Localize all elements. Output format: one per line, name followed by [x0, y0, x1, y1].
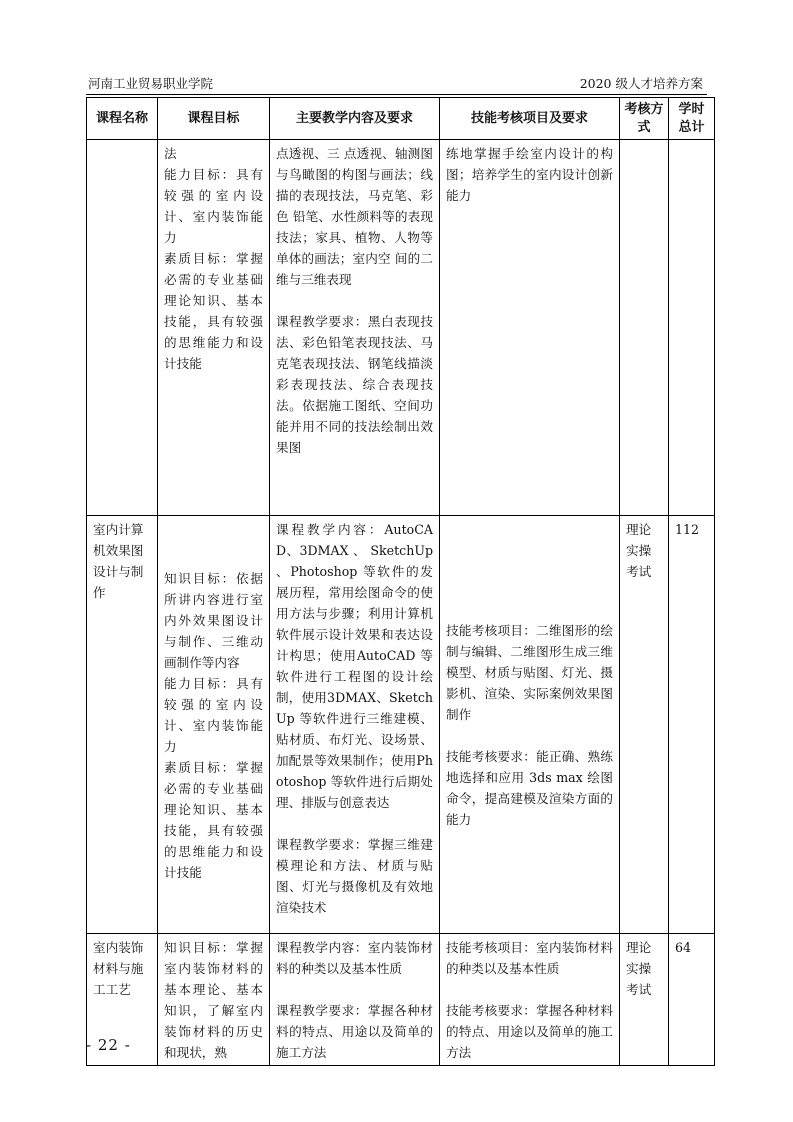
course-objective-cell [158, 516, 270, 934]
course-name-cell: 室内装饰材料与施工工艺 [87, 934, 158, 1066]
skill-assessment-cell [440, 140, 620, 516]
table-row [87, 934, 715, 1066]
content-text: 课程教学内容：室内装饰材料的种类以及基本性质 [276, 940, 433, 976]
header-exam-method: 考核方式 [620, 98, 669, 140]
teaching-content-cell [270, 934, 440, 1066]
table-header-row [87, 98, 715, 140]
course-name-cell: 室内计算机效果图设计与制作 [87, 516, 158, 934]
objective-text: 法 能力目标：具有较强的室内设计、室内装饰能力 素质目标：掌握必需的专业基础理论知识、基本技能，具有较强的思维能力和设计技能 [164, 146, 263, 371]
skill-text: 练地掌握手绘室内设计的构图；培养学生的室内设计创新能力 [446, 146, 613, 203]
teaching-content-cell [270, 140, 440, 516]
content-text: 课程教学内容：AutoCAD、3DMAX 、 SketchUp 、Photoshop 等软件的发展历程，常用绘图命令的使用方法与步骤；利用计算机软件展示设计效果和表达设计构思；使用AutoCAD 等软件进行工程图的设计绘制，使用3DMAX、SketchUp 等软件进行三维建模、贴材质、布灯光、设场景、加配景等效果制作；使用Photoshop 等软件进行后期处理、排版与创意表达 [276, 522, 433, 810]
skill-assessment-cell [440, 516, 620, 934]
table-row [87, 140, 715, 516]
hours-cell: 64 [669, 934, 715, 1066]
content-text: 点透视、三 点透视、轴测图与鸟瞰图的构图与画法；线描的表现技法，马克笔、彩色 铅笔、水性颜料等的表现技法；家具、植物、人物等单体的画法；室内空 间的二维与三维表现 [276, 146, 433, 287]
skill-text: 技能考核项目：二维图形的绘制与编辑、二维图形生成三维模型、材质与贴图、灯光、摄影机、渲染、实际案例效果图制作 [446, 623, 613, 722]
page-number: - 22 - [86, 1036, 131, 1054]
school-name: 河南工业贸易职业学院 [88, 76, 214, 91]
document-title: 2020 级人才培养方案 [579, 76, 703, 91]
content-requirement-text: 课程教学要求：掌握三维建模理论和方法、材质与贴图、灯光与摄像机及有效地渲染技术 [276, 837, 433, 915]
objective-text: 知识目标：依据所讲内容进行室内外效果图设计与制作、三维动画制作等内容 能力目标：具有较强的室内设计、室内装饰能力 素质目标：掌握必需的专业基础理论知识、基本技能，具有较强的思维能力和设计技能 [164, 570, 263, 880]
skill-assessment-cell [440, 934, 620, 1066]
table-row [87, 516, 715, 934]
header-course-name: 课程名称 [87, 98, 158, 140]
content-requirement-text: 课程教学要求：掌握各种材料的特点、用途以及简单的施工方法 [276, 1003, 433, 1060]
exam-method-cell: 理论 实操 考试 [620, 516, 669, 934]
skill-requirement-text: 技能考核要求：能正确、熟练地选择和应用 3ds max 绘图命令，提高建模及渲染方面的能力 [446, 749, 613, 827]
hours-cell: 112 [669, 516, 715, 934]
header-divider [86, 94, 707, 95]
header-total-hours: 学时总计 [669, 98, 715, 140]
course-name-cell [87, 140, 158, 516]
skill-requirement-text: 技能考核要求：掌握各种材料的特点、用途以及简单的施工方法 [446, 1003, 613, 1060]
teaching-content-cell [270, 516, 440, 934]
skill-text: 技能考核项目：室内装饰材料的种类以及基本性质 [446, 940, 613, 976]
objective-text: 知识目标：掌握室内装饰材料的基本理论、基本知识，了解室内装饰材料的历史和现状，熟 [164, 940, 263, 1060]
hours-cell [669, 140, 715, 516]
header-teaching-content: 主要教学内容及要求 [270, 98, 440, 140]
exam-method-cell: 理论 实操 考试 [620, 934, 669, 1066]
course-objective-cell [158, 140, 270, 516]
curriculum-table [86, 97, 715, 1066]
content-requirement-text: 课程教学要求：黑白表现技法、彩色铅笔表现技法、马克笔表现技法、钢笔线描淡彩表现技法、综合表现技法。依据施工图纸、空间功能并用不同的技法绘制出效果图 [276, 314, 433, 455]
exam-method-cell [620, 140, 669, 516]
course-objective-cell [158, 934, 270, 1066]
header-course-objective: 课程目标 [158, 98, 270, 140]
header-skill-assessment: 技能考核项目及要求 [440, 98, 620, 140]
